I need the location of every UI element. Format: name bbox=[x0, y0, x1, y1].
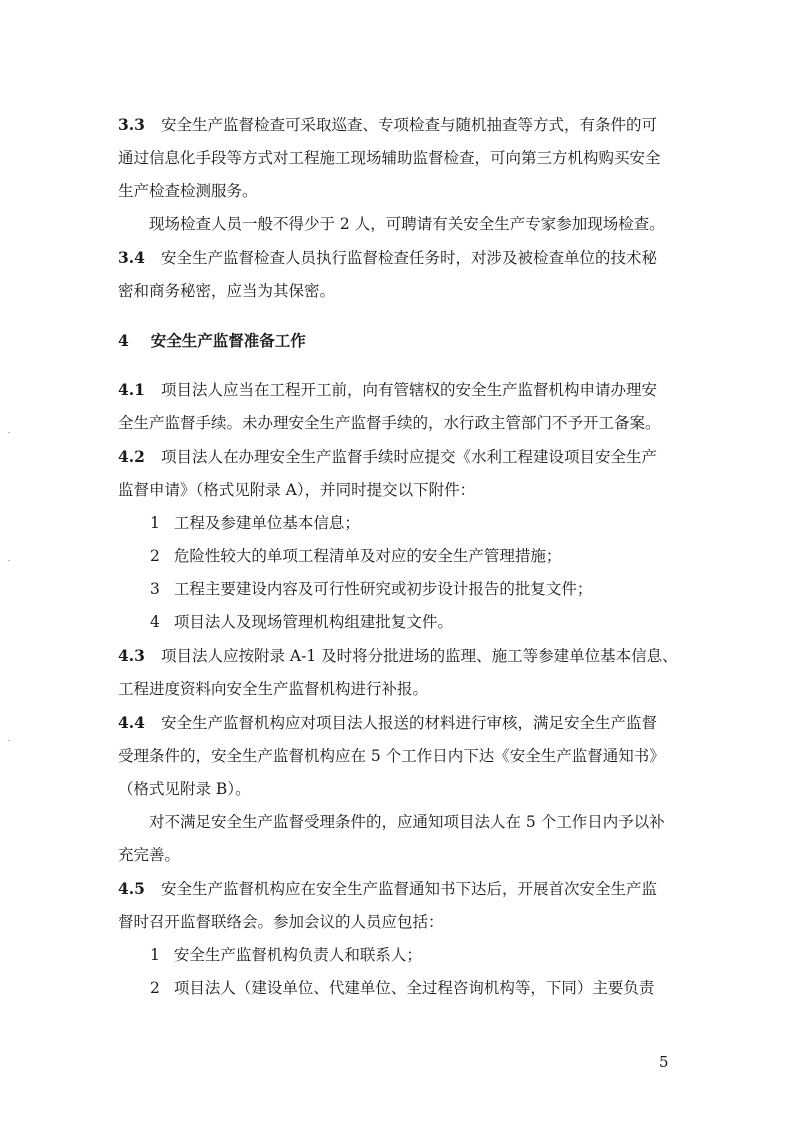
list-item bbox=[118, 507, 678, 540]
list-number: 3 bbox=[150, 580, 160, 598]
section-title: 安全生产监督准备工作 bbox=[150, 331, 306, 350]
clause-4-1 bbox=[118, 373, 678, 407]
scan-edge-mark bbox=[8, 740, 10, 741]
paragraph-text: 项目法人应按附录 A-1 及时将分批进场的监理、施工等参建单位基本信息、 bbox=[160, 647, 678, 665]
clause-3-4 bbox=[118, 241, 678, 275]
clause-4-4 bbox=[118, 706, 678, 740]
paragraph-line: 监督申请》（格式见附录 A），并同时提交以下附件： bbox=[118, 481, 476, 499]
list-number: 4 bbox=[150, 613, 160, 631]
paragraph-text: 安全生产监督机构应在安全生产监督通知书下达后，开展首次安全生产监 bbox=[160, 880, 657, 898]
paragraph-line: 督时召开监督联络会。参加会议的人员应包括： bbox=[118, 913, 444, 931]
paragraph-line: 密和商务秘密，应当为其保密。 bbox=[118, 282, 336, 300]
paragraph-line: 充完善。 bbox=[118, 846, 181, 864]
clause-number: 4.4 bbox=[118, 713, 145, 732]
list-number: 2 bbox=[150, 979, 160, 997]
list-number: 2 bbox=[150, 547, 160, 565]
clause-number: 4.2 bbox=[118, 447, 145, 466]
list-item bbox=[118, 939, 678, 972]
paragraph-text: 安全生产监督检查可采取巡查、专项检查与随机抽查等方式，有条件的可 bbox=[160, 116, 657, 134]
list-text: 危险性较大的单项工程清单及对应的安全生产管理措施； bbox=[173, 547, 562, 565]
scan-edge-mark bbox=[8, 560, 10, 561]
paragraph-line: 工程进度资料向安全生产监督机构进行补报。 bbox=[118, 680, 429, 698]
paragraph-line: 生产检查检测服务。 bbox=[118, 182, 258, 200]
clause-4-3 bbox=[118, 639, 678, 673]
paragraph-line: 受理条件的，安全生产监督机构应在 5 个工作日内下达《安全生产监督通知书》 bbox=[118, 747, 665, 765]
section-heading bbox=[118, 324, 678, 357]
paragraph: 对不满足安全生产监督受理条件的，应通知项目法人在 5 个工作日内予以补 bbox=[149, 813, 665, 831]
paragraph-line: （格式见附录 B）。 bbox=[118, 780, 251, 798]
clause-number: 4.3 bbox=[118, 646, 145, 665]
paragraph: 现场检查人员一般不得少于 2 人，可聘请有关安全生产专家参加现场检查。 bbox=[149, 215, 665, 233]
list-item bbox=[118, 606, 678, 639]
list-text: 项目法人及现场管理机构组建批复文件。 bbox=[173, 613, 453, 631]
clause-4-2 bbox=[118, 440, 678, 474]
clause-4-5 bbox=[118, 872, 678, 906]
paragraph-text: 安全生产监督检查人员执行监督检查任务时，对涉及被检查单位的技术秘 bbox=[160, 249, 657, 267]
section-number: 4 bbox=[118, 331, 129, 350]
clause-number: 4.1 bbox=[118, 380, 145, 399]
document-body bbox=[118, 108, 678, 1005]
list-text: 工程及参建单位基本信息； bbox=[173, 514, 360, 532]
list-text: 项目法人（建设单位、代建单位、全过程咨询机构等，下同）主要负责 bbox=[173, 979, 655, 997]
list-text: 安全生产监督机构负责人和联系人； bbox=[173, 946, 422, 964]
list-item bbox=[118, 540, 678, 573]
scan-edge-mark bbox=[8, 432, 10, 433]
paragraph-line: 通过信息化手段等方式对工程施工现场辅助监督检查，可向第三方机构购买安全 bbox=[118, 149, 661, 167]
clause-number: 3.3 bbox=[118, 115, 145, 134]
page-number: 5 bbox=[659, 1053, 669, 1071]
clause-number: 4.5 bbox=[118, 879, 145, 898]
paragraph-text: 项目法人在办理安全生产监督手续时应提交《水利工程建设项目安全生产 bbox=[160, 448, 657, 466]
paragraph-line: 全生产监督手续。未办理安全生产监督手续的，水行政主管部门不予开工备案。 bbox=[118, 414, 661, 432]
paragraph-text: 项目法人应当在工程开工前，向有管辖权的安全生产监督机构申请办理安 bbox=[160, 381, 657, 399]
list-number: 1 bbox=[150, 946, 160, 964]
clause-3-3 bbox=[118, 108, 678, 142]
clause-number: 3.4 bbox=[118, 248, 145, 267]
list-item bbox=[118, 573, 678, 606]
paragraph-text: 安全生产监督机构应对项目法人报送的材料进行审核，满足安全生产监督 bbox=[160, 714, 657, 732]
list-item bbox=[118, 972, 678, 1005]
list-text: 工程主要建设内容及可行性研究或初步设计报告的批复文件； bbox=[173, 580, 593, 598]
list-number: 1 bbox=[150, 514, 160, 532]
